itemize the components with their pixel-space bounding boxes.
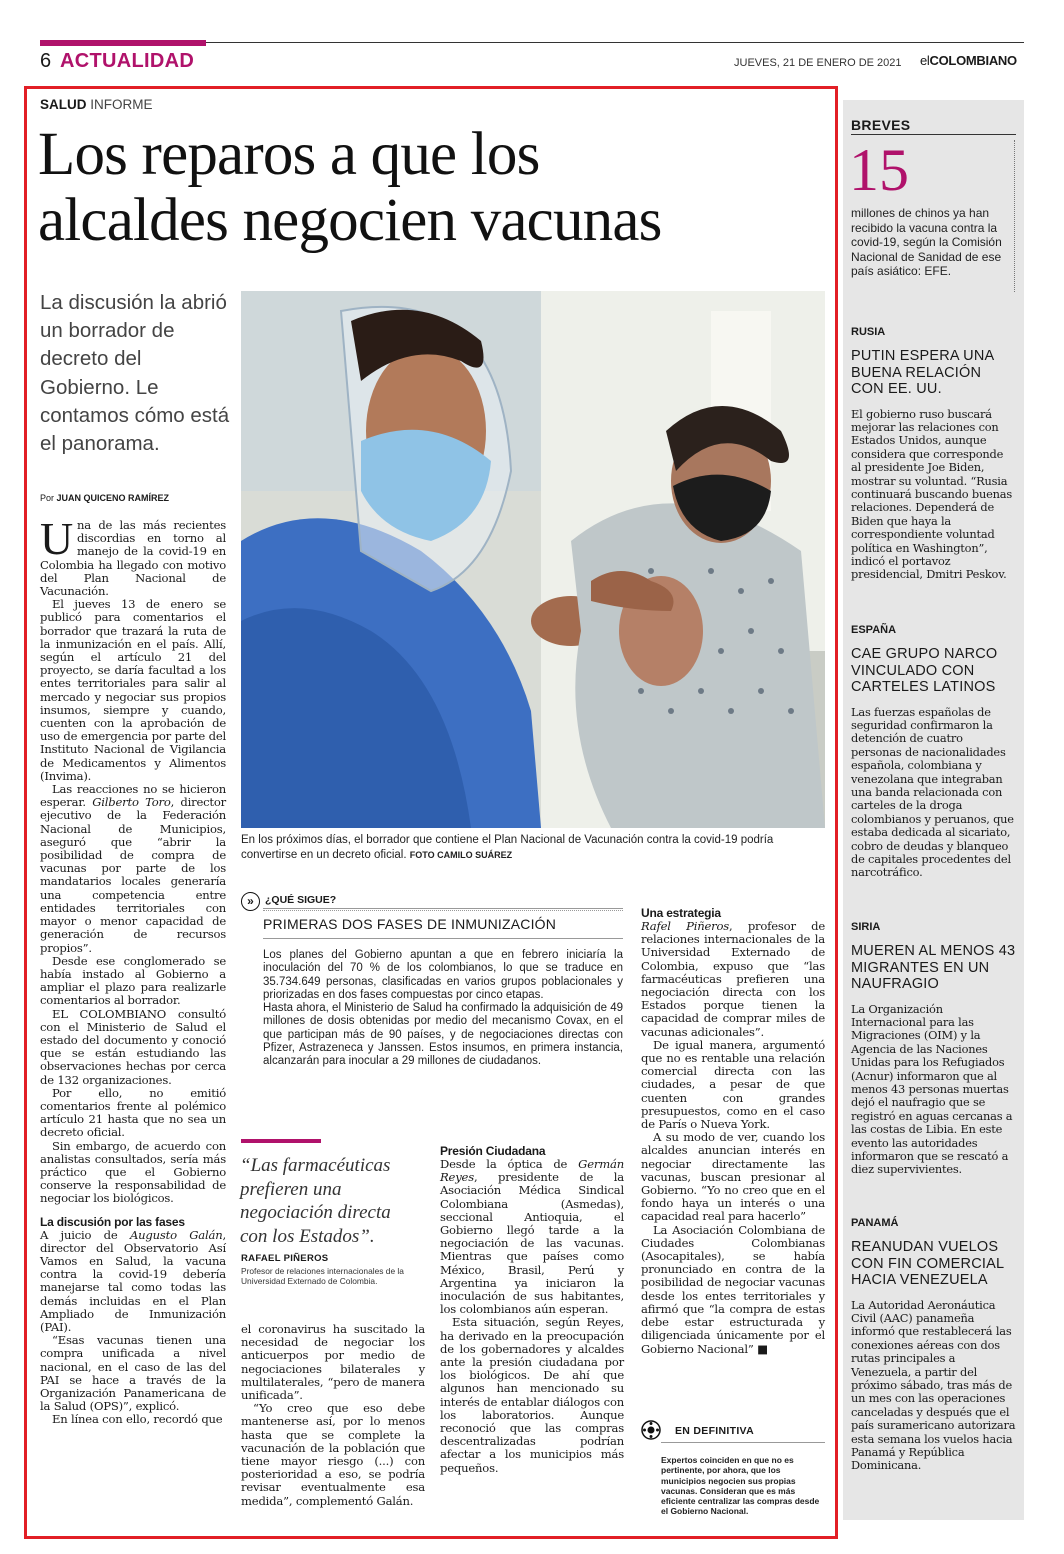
breves-dotted-divider (1014, 140, 1015, 292)
person-name: Augusto Galán (129, 1227, 223, 1242)
que-sigue-title: PRIMERAS DOS FASES DE INMUNIZACIÓN (263, 916, 557, 932)
photo-credit: FOTO CAMILO SUÁREZ (409, 850, 513, 860)
col1-paragraph-3: Las reacciones no se hicieron esperar. Gilberto Toro, director ejecutivo de la Federación Nacional de Municipios, aseguró que “abrir la posibilidad de compra de vacunas por parte de los mandatarios locales generaría una competencia entre entidades territoriales con mayor o menor capacidad de generación de recursos propios”. (40, 782, 227, 955)
photo-caption (241, 833, 821, 863)
col1-paragraph-7: Sin embargo, de acuerdo con analistas consultados, sería más práctico que el Gobierno conserve la responsabilidad de negociar los biológicos. (40, 1138, 226, 1206)
que-sigue-rule-2 (263, 938, 623, 939)
que-sigue-text (263, 949, 623, 1069)
headline-line-1: Los reparos a que los (38, 121, 540, 188)
pull-quote: “Las farmacéuticas prefieren una negociación directa con los Estados”. (240, 1155, 391, 1247)
quote-author-role: Profesor de relaciones internacionales de la Universidad Externado de Colombia. (241, 1266, 404, 1286)
newspaper-logo (920, 54, 1017, 68)
chevron-icon: » (241, 892, 260, 911)
person-name: Gilberto Toro (92, 795, 171, 810)
drop-cap: U (40, 513, 74, 564)
que-sigue-paragraph-2: Hasta ahora, el Ministerio de Salud ha confirmado la adquisición de 49 millones de dosis obtenidas por medio del mecanismo Covax, en el que participan más de 90 países, y de negociaciones directas con Pfizer, Astrazeneca y Janssen. Estos insumos, en primera instancia, alcanzarán para inocular a 29 millones de ciudadanos. (263, 1002, 623, 1068)
breve-title: PUTIN ESPERA UNA BUENA RELACIÓN CON EE. UU. (851, 348, 994, 397)
que-sigue-label: ¿QUÉ SIGUE? (265, 894, 337, 906)
issue-date: JUEVES, 21 DE ENERO DE 2021 (734, 57, 902, 69)
col1-paragraph-4: Desde ese conglomerado se había instado al Gobierno a ampliar el plazo para realizarle comentarios al borrador. (40, 953, 226, 1008)
breve-text: Las fuerzas españolas de seguridad confirmaron la detención de cuatro personas de nacionalidades española, colombiana y venezolana que integraban una banda relacionada con carteles de la droga colombianos y peruanos, que estaba dedicada al sicariato, cobro de deudas y blanqueo de capitales procedentes del narcotráfico. (851, 704, 1014, 880)
headline-line-2: alcaldes negocien vacunas (38, 187, 662, 254)
breve-section: ESPAÑA (851, 624, 897, 636)
col2-paragraph-1: el coronavirus ha suscitado la necesidad de negociar los anticuerpos por medio de negociaciones bilaterales y multilaterales, “pero de manera unificada”. (241, 1322, 425, 1403)
lead-paragraph: La discusión la abrió un borrador de decreto del Gobierno. Le contamos cómo está el panorama. (40, 291, 230, 456)
breve-text: La Organización Internacional para las Migraciones (OIM) y la Agencia de las Naciones Unidas para los Refugiados (Acnur) informaron que al menos 43 personas muertas dejó el naufragio que se registró en aguas cercanas a las costas de Libia. En este evento las autoridades informaron que se rescató a diez supervivientes. (851, 1001, 1013, 1177)
breves-label: BREVES (851, 117, 911, 133)
en-definitiva-label: EN DEFINITIVA (675, 1425, 754, 1437)
en-definitiva-text: Expertos coinciden en que no es pertinente, por ahora, que los municipios negocien sus propias vacunas. Consideran que es más eficiente centralizar las compras desde el Gobierno Nacional. (661, 1455, 820, 1517)
column-3 (440, 1144, 624, 1475)
quote-author: RAFAEL PIÑEROS (241, 1253, 329, 1264)
col2-paragraph-2: “Yo creo que eso debe mantenerse así, por lo menos hasta que se complete la vacunación de la población que tiene mayor riesgo (...) con posterioridad a eso, se podría revisar eventualmente esa medida”, complementó Galán. (241, 1401, 425, 1508)
breve-title: MUEREN AL MENOS 43 MIGRANTES EN UN NAUFRAGIO (851, 943, 1016, 992)
col1-paragraph-10: En línea con ello, recordó que (52, 1412, 223, 1427)
que-sigue-rule-dots (263, 910, 623, 912)
col1-paragraph-5: EL COLOMBIANO consultó con el Ministerio de Salud el estado del documento y conoció que se están estudiando las observaciones hechas por cerca de 132 organizaciones. (40, 1006, 226, 1087)
breve-text: La Autoridad Aeronáutica Civil (AAC) panameña informó que restablecerá las conexiones aéreas con dos rutas principales a Venezuela, a partir del próximo sábado, tras más de un mes con las operaciones canceladas y después que el país suramericano autorizara esta semana los vuelos hacia Panamá y República Dominicana. (851, 1297, 1016, 1473)
col4-paragraph-2: De igual manera, argumentó que no es rentable una relación comercial directa con las ciudades, a pesar de que cuenten con grandes presupuestos, como en el caso de París o Nueva York. (641, 1037, 825, 1132)
byline (40, 493, 169, 504)
breves-big-number: 15 (849, 137, 909, 203)
que-sigue-paragraph-1: Los planes del Gobierno apuntan a que en febrero iniciaría la inoculación del 70 % de los colombianos, lo que se traduce en 35.734.649 personas, clasificadas en varios grupos poblacionales y priorizadas en dos fases compuestas por cinco etapas. (263, 949, 623, 1001)
breve-title: REANUDAN VUELOS CON FIN COMERCIAL HACIA VENEZUELA (851, 1239, 1004, 1288)
col1-subhead: La discusión por las fases (40, 1214, 185, 1229)
en-definitiva-rule (661, 1442, 825, 1443)
breves-rule (851, 134, 1016, 135)
col4-paragraph-1: Rafel Piñeros, profesor de relaciones internacionales de la Universidad Externado de Colombia, expuso que “las farmacéuticas prefieren una negociación directa con los Estados porque tienen la capacidad de comprar miles de vacunas adicionales”. (641, 919, 825, 1039)
breve-title: CAE GRUPO NARCO VINCULADO CON CARTELES LATINOS (851, 646, 998, 695)
breve-section: RUSIA (851, 326, 886, 338)
col1-paragraph-1: Una de las más recientes discordias en torno al manejo de la covid-19 en Colombia ha llegado con motivo del Plan Nacional de Vacunación. (40, 513, 226, 599)
que-sigue-box (241, 891, 623, 1116)
col4-subhead: Una estrategia (641, 906, 721, 920)
vaccination-photo (241, 291, 825, 828)
header-accent-bar (40, 40, 206, 46)
column-2-continued (241, 1323, 425, 1508)
col3-paragraph-2: Esta situación, según Reyes, ha derivado en la preocupación de los gobernadores y alcaldes ante la presión ciudadana por los biológicos. De ahí que algunos han mencionado su interés de entablar diálogos con los laboratorios. Aunque reconoció que las compras descentralizadas podrían afectar a los municipios más pequeños. (440, 1315, 624, 1475)
end-mark-icon: ■ (757, 1341, 768, 1356)
byline-prefix: Por (40, 493, 55, 503)
col1-paragraph-2: El jueves 13 de enero se publicó para comentarios el borrador que trazará la ruta de la inmunización en el país. Allí, según el artículo 21 del proyecto, se daría facultad a los entes territoriales para salir al mercado y negociar sus propios insumos, siempre y cuando, cuenten con la aprobación de uso de emergencia por parte del Instituto Nacional de Vigilancia de Medicamentos y Alimentos (Invima). (40, 597, 226, 783)
logo-main: COLOMBIANO (929, 53, 1017, 68)
breves-sidebar (843, 100, 1024, 1520)
col3-paragraph-1: Desde la óptica de Germán Reyes, presidente de la Asociación Médica Sindical Colombiana (Asmedas), seccional Antioquia, el Gobierno llegó tarde a la negociación de las vacunas. Mientras que países como México, Brasil, Perú y Argentina ya iniciaron la inoculación de sus habitantes, los colombianos aún esperan. (440, 1157, 624, 1317)
column-1 (40, 513, 227, 1427)
kicker-type: INFORME (90, 97, 153, 112)
byline-name: JUAN QUICENO RAMÍREZ (56, 493, 170, 503)
breve-item-russia (851, 326, 1016, 582)
col3-subhead: Presión Ciudadana (440, 1144, 546, 1158)
kicker-section: SALUD (40, 97, 87, 112)
col1-paragraph-9: “Esas vacunas tienen una compra unificada a nivel nacional, en el caso de las del PAI se hace a través de la Organización Panamericana de la Salud (OPS)”, explicó. (40, 1333, 226, 1414)
header-rule (206, 42, 1024, 43)
section-title: ACTUALIDAD (60, 50, 195, 72)
breve-item-spain (851, 624, 1016, 880)
headline (38, 122, 828, 254)
col1-paragraph-6: Por ello, no emitió comentarios frente al polémico artículo 21 hasta que no sea un decreto oficial. (40, 1085, 226, 1140)
que-sigue-rule (263, 908, 623, 909)
photo-illustration (241, 291, 825, 828)
person-name: Germán Reyes (440, 1157, 624, 1185)
logo-prefix: el (920, 53, 930, 68)
col4-paragraph-3: A su modo de ver, cuando los alcaldes anuncian interés en negociar directamente las vacunas, buscan presionar al Gobierno. “Yo no creo que en el fondo haya un interés o una capacidad real para hacerlo” (641, 1130, 825, 1224)
breve-item-syria (851, 921, 1016, 1177)
column-4 (641, 906, 825, 1356)
breve-section: PANAMÁ (851, 1217, 899, 1229)
kicker (40, 97, 153, 113)
breve-item-panama (851, 1217, 1016, 1473)
en-definitiva-box (641, 1418, 825, 1530)
quote-rule (241, 1139, 321, 1143)
breve-text: El gobierno ruso buscará mejorar las relaciones con Estados Unidos, aunque considera que corresponde al presidente Joe Biden, mostrar su voluntad. “Rusia continuará buscando buenas relaciones. Dependerá de Biden que haya la correspondiente voluntad política en Washington”, indicó el portavoz presidencial, Dmitri Peskov. (851, 406, 1013, 582)
page-number: 6 (40, 50, 52, 72)
breve-section: SIRIA (851, 921, 881, 933)
col1-paragraph-8: A juicio de Augusto Galán, director del Observatorio Así Vamos en Salud, la vacuna contra la covid-19 debería manejarse tal como todas las demás incluidas en el Plan Ampliado de Inmunización (PAI). (40, 1227, 226, 1334)
breves-number-text: millones de chinos ya han recibido la vacuna contra la covid-19, según la Comisión Nacional de Sanidad de ese país asiático: EFE. (851, 206, 1002, 278)
gear-cluster-icon (641, 1420, 661, 1440)
person-name: Rafel Piñeros (641, 919, 730, 933)
col4-paragraph-4: La Asociación Colombiana de Ciudades Colombianas (Asocapitales), se había pronunciado en contra de la posibilidad de negociar vacunas desde los entes territoriales y afirmó que “la compra de estas debe estar estructurada y diligenciada únicamente por el Gobierno Nacional” ■ (641, 1222, 825, 1356)
caption-text: En los próximos días, el borrador que contiene el Plan Nacional de Vacunación contra la covid-19 podría convertirse en un decreto oficial. (241, 834, 774, 861)
